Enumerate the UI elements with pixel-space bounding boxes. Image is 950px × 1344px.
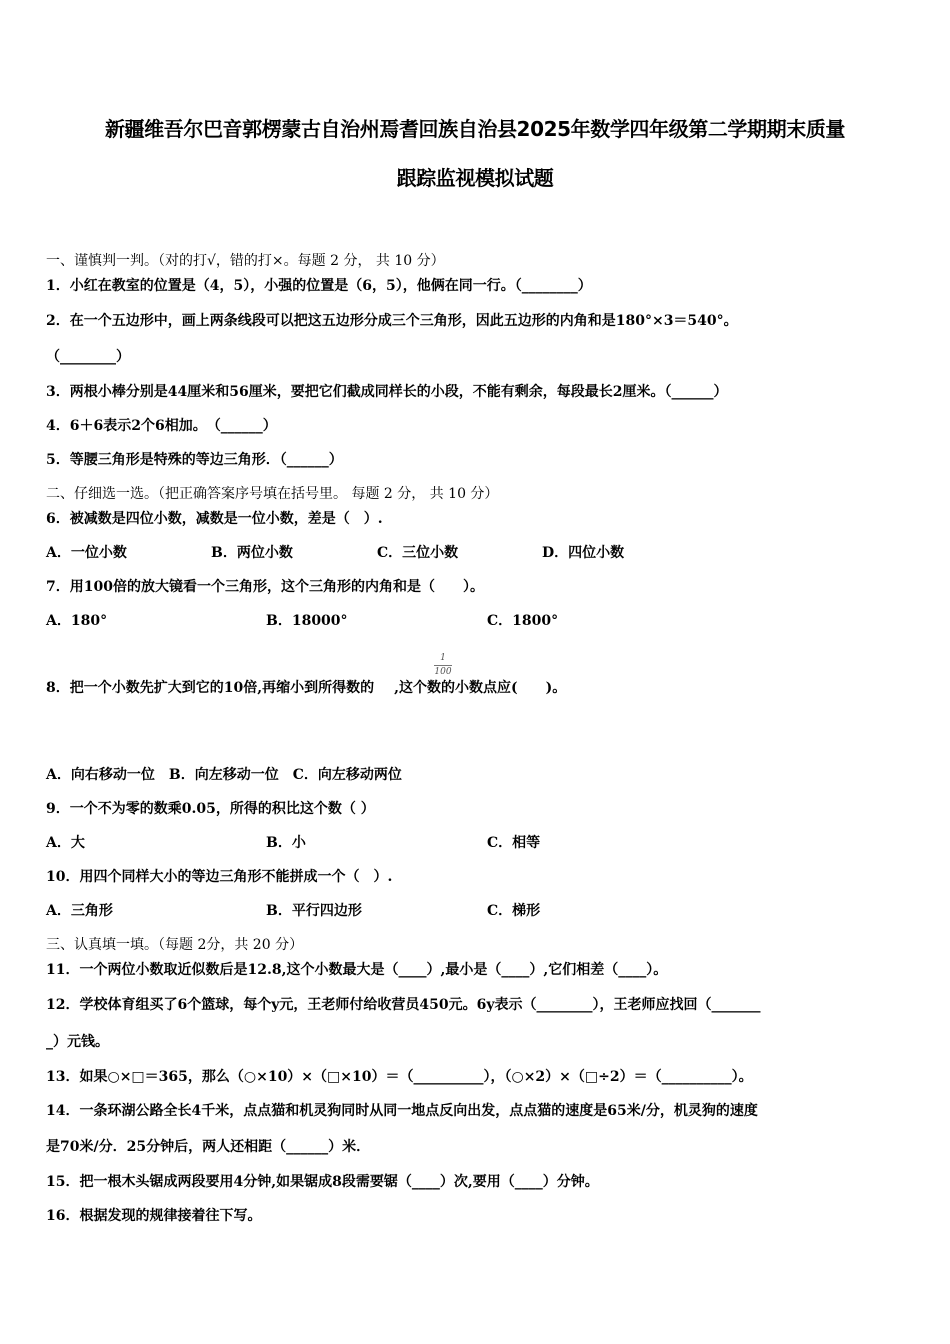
question-6-option-d: D．四位小数 [542, 545, 625, 561]
question-7-option-a: A．180° [46, 613, 108, 629]
question-6-option-a: A．一位小数 [46, 545, 127, 561]
question-8-options: A．向右移动一位 B．向左移动一位 C．向左移动两位 [46, 767, 402, 783]
fraction-numerator: 1 [440, 653, 446, 663]
question-4: 4．6＋6表示2个6相加。 （______） [46, 418, 277, 434]
question-7-option-b: B．18000° [266, 613, 348, 629]
question-11: 11．一个两位小数取近似数后是12.8,这个小数最大是（____）,最小是（____）,它们相差（____）。 [46, 962, 668, 978]
question-8 [46, 678, 566, 698]
section-1-heading: 一、谨慎判一判。（对的打√，错的打×。每题 2 分， 共 10 分） [46, 253, 445, 269]
question-14: 14．一条环湖公路全长4千米，点点猫和机灵狗同时从同一地点反向出发，点点猫的速度是65米/分，机灵狗的速度 [46, 1103, 758, 1119]
doc-title-line-1: 新疆维吾尔巴音郭楞蒙古自治州焉耆回族自治县2025年数学四年级第二学期期末质量 [104, 117, 846, 141]
question-15: 15．把一根木头锯成两段要用4分钟,如果锯成8段需要锯（____）次,要用（____）分钟。 [46, 1174, 599, 1190]
question-3: 3．两根小棒分别是44厘米和56厘米，要把它们截成同样长的小段，不能有剩余，每段最长2厘米。（______） [46, 384, 728, 400]
question-10: 10．用四个同样大小的等边三角形不能拼成一个（ ）. [46, 869, 393, 885]
question-9-option-a: A．大 [46, 835, 85, 851]
question-12-continued: _）元钱。 [46, 1034, 109, 1050]
question-2-blank: （________） [46, 349, 130, 365]
doc-title-line-2: 跟踪监视模拟试题 [396, 166, 554, 190]
fraction-denominator: 100 [434, 667, 452, 677]
question-6-option-c: C．三位小数 [377, 545, 459, 561]
question-8-text-before: 8．把一个小数先扩大到它的10倍,再缩小到所得数的 [46, 680, 375, 696]
question-9-option-c: C．相等 [487, 835, 541, 851]
question-9-option-b: B．小 [266, 835, 306, 851]
question-5: 5．等腰三角形是特殊的等边三角形．（______） [46, 452, 343, 468]
question-10-option-a: A．三角形 [46, 903, 113, 919]
question-10-option-b: B．平行四边形 [266, 903, 362, 919]
question-1: 1．小红在教室的位置是（4，5），小强的位置是（6，5），他俩在同一行。（________） [46, 278, 592, 294]
section-2-heading: 二、仔细选一选。（把正确答案序号填在括号里。 每题 2 分， 共 10 分） [46, 486, 499, 502]
question-13: 13．如果○×□＝365，那么（○×10）×（□×10）＝（__________），（○×2）×（□÷2）＝（__________）。 [46, 1069, 753, 1085]
question-9: 9．一个不为零的数乘0.05，所得的积比这个数（ ） [46, 801, 375, 817]
question-12: 12．学校体育组买了6个篮球，每个y元，王老师付给收营员450元。6y表示（________），王老师应找回（_______ [46, 997, 761, 1013]
question-7-option-c: C．1800° [487, 613, 559, 629]
question-6: 6．被减数是四位小数，减数是一位小数，差是（ ）. [46, 511, 383, 527]
section-3-heading: 三、认真填一填。（每题 2分，共 20 分） [46, 937, 304, 953]
fraction-one-hundredth [432, 653, 454, 678]
question-7: 7．用100倍的放大镜看一个三角形，这个三角形的内角和是（ ）。 [46, 579, 484, 595]
question-6-option-b: B．两位小数 [211, 545, 293, 561]
question-14-continued: 是70米/分．25分钟后，两人还相距（______）米． [46, 1139, 371, 1155]
question-16: 16．根据发现的规律接着往下写。 [46, 1208, 262, 1224]
question-8-text-after: ,这个数的小数点应( )。 [394, 680, 567, 696]
question-10-option-c: C．梯形 [487, 903, 541, 919]
question-2: 2．在一个五边形中，画上两条线段可以把这五边形分成三个三角形，因此五边形的内角和是180°×3＝540°。 [46, 313, 738, 329]
